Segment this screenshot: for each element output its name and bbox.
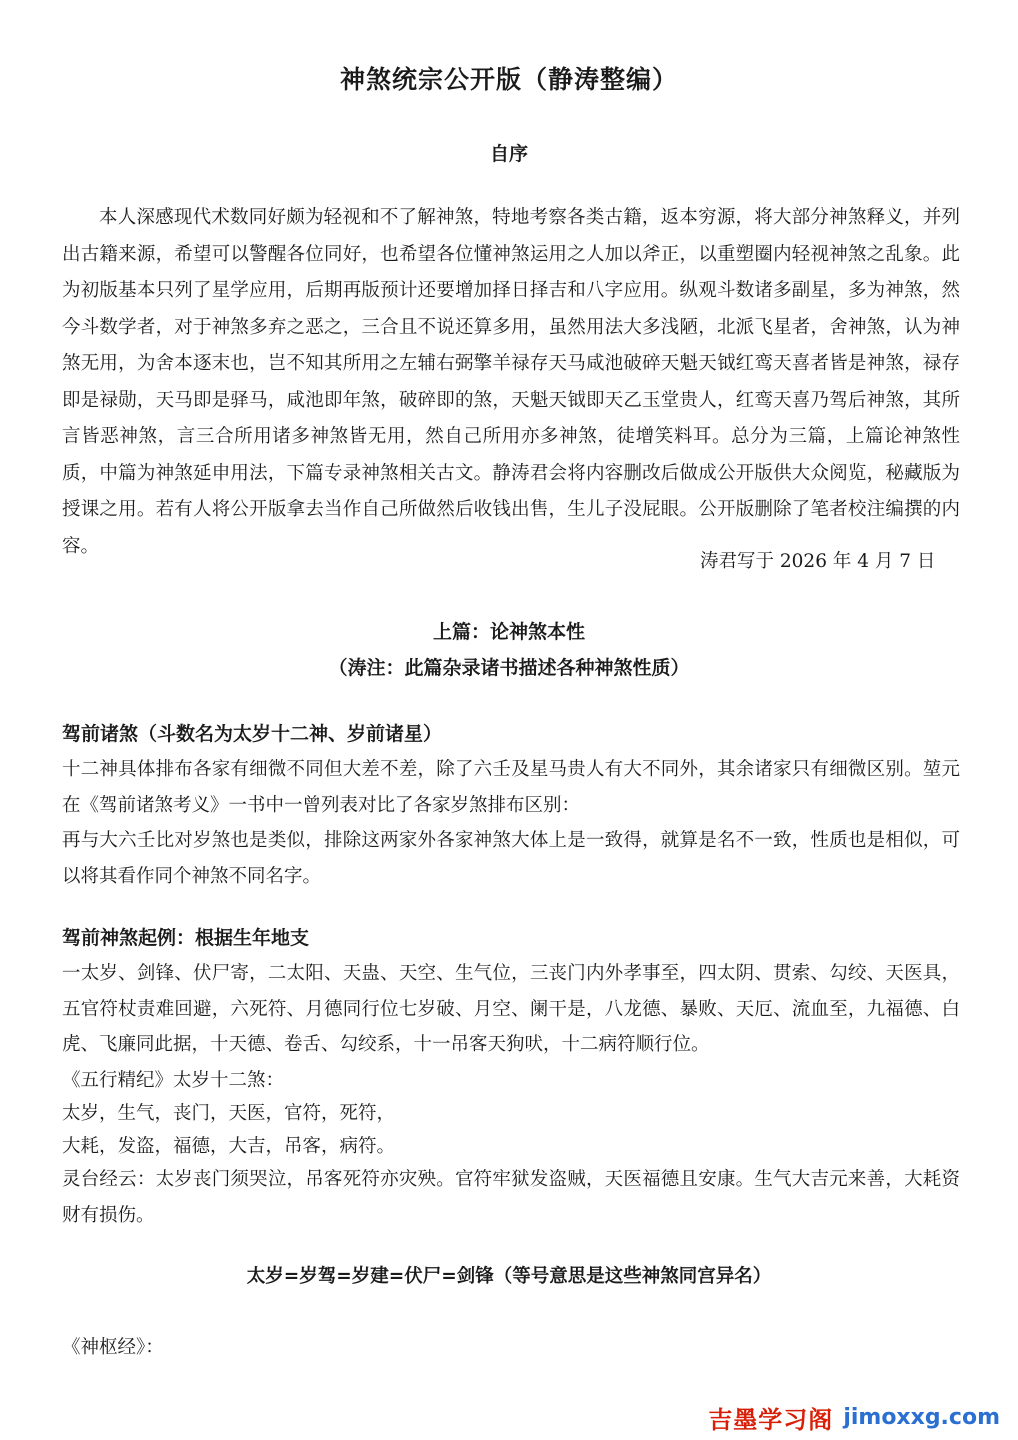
part1-heading-block <box>0 614 1018 686</box>
watermark-url: jimoxxg.com <box>843 1404 1000 1430</box>
watermark <box>708 1402 1000 1432</box>
preface-heading: 自序 <box>489 143 528 165</box>
preface-signature: 涛君写于 2026 年 4 月 7 日 <box>700 551 936 572</box>
shensha-list-line-1: 太岁，生气，丧门，天医，官符，死符， <box>62 1103 396 1124</box>
lingtai-paragraph: 灵台经云：太岁丧门须哭泣，吊客死符亦灾殃。官符牢狱发盗贼，天医福德且安康。生气大吉元来善，大耗资财有损伤。 <box>62 1169 960 1226</box>
equation-line: 太岁=岁驾=岁建=伏尸=剑锋（等号意思是这些神煞同宫异名） <box>246 1266 772 1287</box>
part1-note: （涛注：此篇杂录诸书描述各种神煞性质） <box>328 657 690 679</box>
section2-heading: 驾前神煞起例：根据生年地支 <box>62 927 310 949</box>
shenshu-line: 《神枢经》： <box>62 1337 164 1358</box>
part1-heading: 上篇：论神煞本性 <box>432 621 585 643</box>
watermark-chinese: 吉墨学习阁 <box>708 1405 834 1434</box>
wuxing-line: 《五行精纪》太岁十二煞： <box>62 1070 285 1091</box>
section1-heading: 驾前诸煞（斗数名为太岁十二神、岁前诸星） <box>62 723 443 745</box>
document-title: 神煞统宗公开版（静涛整编） <box>339 65 678 94</box>
section1-paragraph-1: 十二神具体排布各家有细微不同但大差不差，除了六壬及星马贵人有大不同外，其余诸家只有细微区别。堃元在《驾前诸煞考义》一书中一曾列表对比了各家岁煞排布区别： <box>62 759 960 816</box>
preface-paragraph: 本人深感现代术数同好颇为轻视和不了解神煞，特地考察各类古籍，返本穷源，将大部分神煞释义，并列出古籍来源，希望可以警醒各位同好，也希望各位懂神煞运用之人加以斧正，以重塑圈内轻视神煞之乱象。此为初版基本只列了星学应用，后期再版预计还要增加择日择吉和八字应用。纵观斗数诸多副星，多为神煞，然今斗数学者，对于神煞多弃之恶之，三合且不说还算多用，虽然用法大多浅陋，北派飞星者，舍神煞，认为神煞无用，为舍本逐末也，岂不知其所用之左辅右弼擎羊禄存天马咸池破碎天魁天钺红鸾天喜者皆是神煞，禄存即是禄勋，天马即是驿马，咸池即年煞，破碎即的煞，天魁天钺即天乙玉堂贵人，红鸾天喜乃驾后神煞，其所言皆恶神煞，言三合所用诸多神煞皆无用，然自己所用亦多神煞，徒增笑料耳。总分为三篇，上篇论神煞性质，中篇为神煞延申用法，下篇专录神煞相关古文。静涛君会将内容删改后做成公开版供大众阅览，秘藏版为授课之用。若有人将公开版拿去当作自己所做然后收钱出售，生儿子没屁眼。公开版删除了笔者校注编撰的内容。 <box>62 207 960 557</box>
shensha-list-line-2: 大耗，发盗，福德，大吉，吊客，病符。 <box>62 1136 396 1157</box>
section2-paragraph: 一太岁、剑锋、伏尸寄，二太阳、天蛊、天空、生气位，三丧门内外孝事至，四太阴、贯索、勾绞、天医具，五官符杖责难回避，六死符、月德同行位七岁破、月空、阑干是，八龙德、暴败、天厄、流血至，九福德、白虎、飞廉同此据，十天德、卷舌、勾绞系，十一吊客天狗吠，十二病符顺行位。 <box>62 963 960 1056</box>
section1-paragraph-2: 再与大六壬比对岁煞也是类似，排除这两家外各家神煞大体上是一致得，就算是名不一致，性质也是相似，可以将其看作同个神煞不同名字。 <box>62 830 960 887</box>
